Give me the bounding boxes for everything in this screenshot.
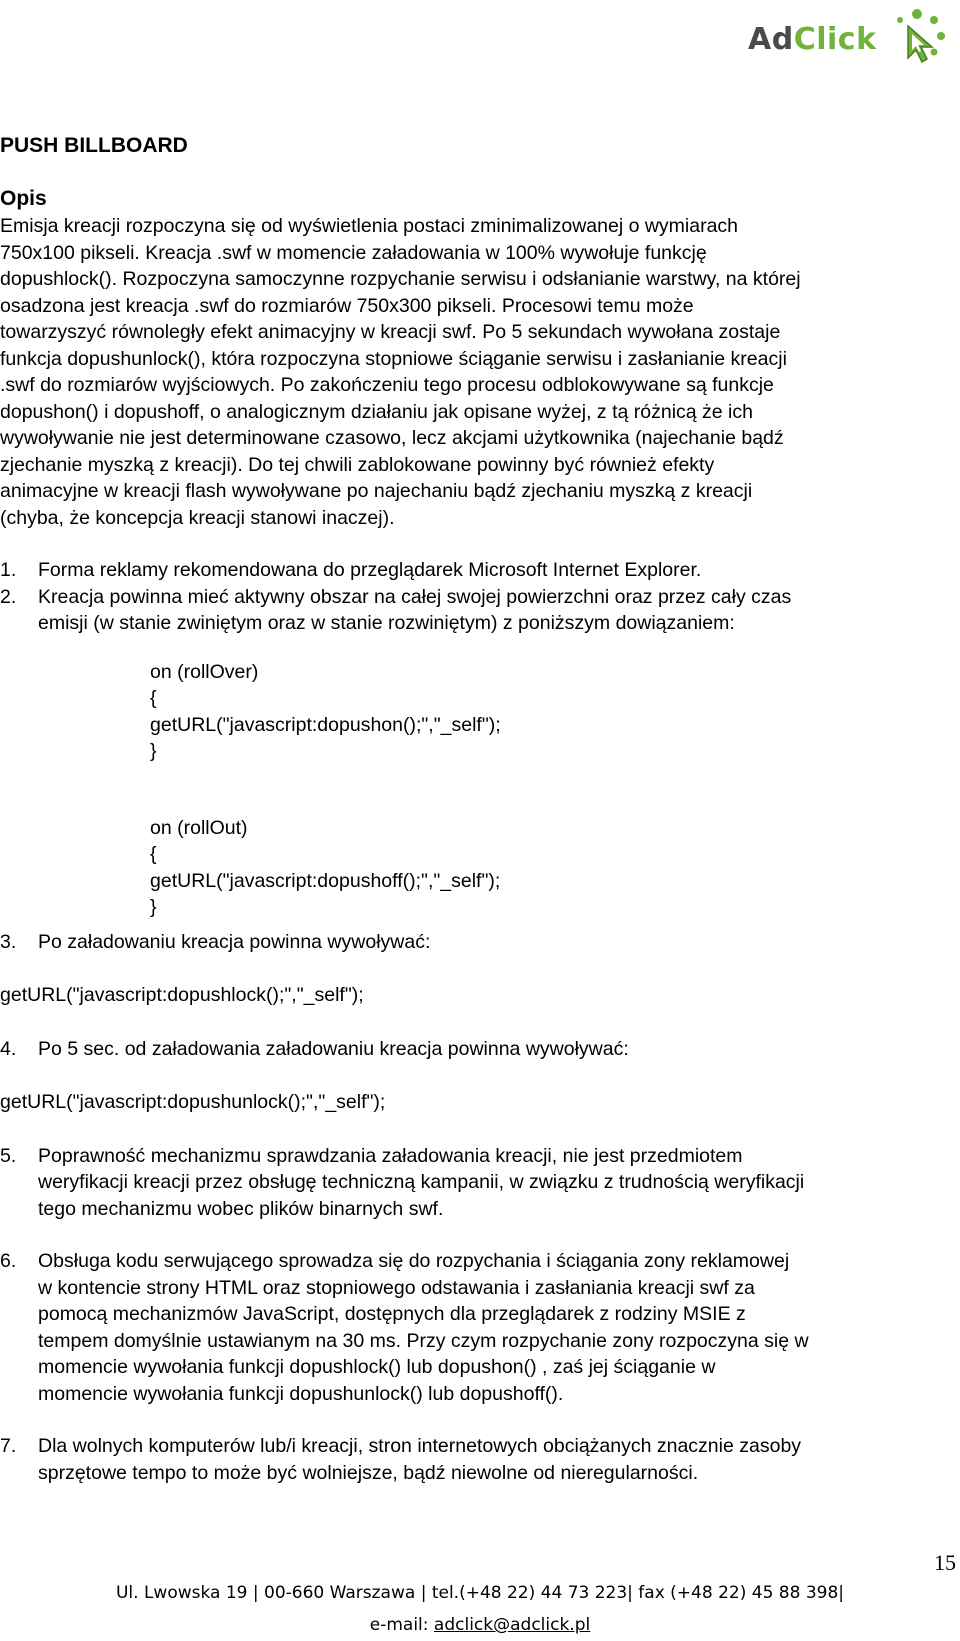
list-text-line: tego mechanizmu wobec plików binarnych swf. bbox=[38, 1197, 444, 1220]
code-line: { bbox=[150, 843, 157, 865]
list-text: Po załadowaniu kreacja powinna wywoływać: bbox=[38, 930, 431, 953]
list-text bbox=[38, 584, 960, 637]
description-line: 750x100 pikseli. Kreacja .swf w momencie załadowania w 100% wywołuje funkcję bbox=[0, 241, 707, 264]
list-number: 6. bbox=[0, 1250, 17, 1272]
list-text-line: tempem domyślnie ustawianym na 30 ms. Przy czym rozpychanie zony rozpoczyna się w bbox=[38, 1329, 809, 1352]
list-item-6 bbox=[0, 1248, 960, 1407]
code-line: on (rollOut) bbox=[150, 816, 248, 839]
list-text-line: momencie wywołania funkcji dopushunlock() lub dopushoff(). bbox=[38, 1382, 564, 1405]
description-line: zjechanie myszką z kreacji). Do tej chwili zablokowane powinny być również efekty bbox=[0, 453, 715, 476]
list-number: 3. bbox=[0, 930, 17, 953]
description-line: dopushon() i dopushoff, o analogicznym działaniu jak opisane wyżej, z tą różnicą że ich bbox=[0, 400, 753, 423]
description-line: animacyjne w kreacji flash wywoływane po najechaniu bądź zjechaniu myszką z kreacji bbox=[0, 480, 753, 502]
code-line: on (rollOver) bbox=[150, 660, 259, 683]
list-number: 4. bbox=[0, 1037, 17, 1060]
list-text-line: Obsługa kodu serwującego sprowadza się do rozpychania i ściągania zony reklamowej bbox=[38, 1250, 790, 1272]
list-text-line: Poprawność mechanizmu sprawdzania załadowania kreacji, nie jest przedmiotem bbox=[38, 1144, 743, 1167]
description-line: funkcja dopushunlock(), która rozpoczyna stopniowe ściąganie serwisu i zasłanianie kreacji bbox=[0, 347, 787, 370]
logo-text-ad: Ad bbox=[748, 22, 794, 57]
list-item-5 bbox=[0, 1143, 960, 1223]
list-number: 5. bbox=[0, 1144, 17, 1167]
list-text bbox=[38, 1433, 960, 1486]
list-text bbox=[38, 1248, 960, 1407]
footer-email-label: e-mail: bbox=[369, 1615, 434, 1635]
code-line: } bbox=[150, 740, 157, 762]
logo-text-click: Click bbox=[793, 22, 877, 57]
list-text-line: Kreacja powinna mieć aktywny obszar na całej swojej powierzchni oraz przez cały czas bbox=[38, 585, 792, 608]
code-block-rollout bbox=[0, 815, 960, 921]
adclick-logo bbox=[748, 6, 948, 66]
code-line-dopushlock: getURL("javascript:dopushlock();","_self"); bbox=[0, 984, 364, 1006]
list-text-line: emisji (w stanie zwiniętym oraz w stanie rozwiniętym) z poniższym dowiązaniem: bbox=[38, 612, 735, 634]
list-item-1 bbox=[0, 557, 960, 584]
code-line-dopushunlock: getURL("javascript:dopushunlock();","_self"); bbox=[0, 1091, 386, 1113]
list-text-line: w kontencie strony HTML oraz stopniowego odstawania i zasłaniania kreacji swf za bbox=[38, 1276, 755, 1299]
code-line: getURL("javascript:dopushoff();","_self"); bbox=[150, 869, 501, 892]
list-text: Po 5 sec. od załadowania załadowaniu kreacja powinna wywoływać: bbox=[38, 1037, 629, 1060]
section-heading-opis: Opis bbox=[0, 187, 47, 210]
list-item-4 bbox=[0, 1036, 960, 1063]
list-item-7 bbox=[0, 1433, 960, 1486]
list-number: 7. bbox=[0, 1435, 17, 1457]
description-line: osadzona jest kreacja .swf do rozmiarów 750x300 pikseli. Procesowi temu może bbox=[0, 294, 694, 317]
code-line: { bbox=[150, 687, 157, 709]
logo-cursor-icon bbox=[886, 6, 948, 66]
code-line: } bbox=[150, 896, 157, 918]
list-text-line: momencie wywołania funkcji dopushlock() lub dopushon() , zaś jej ściąganie w bbox=[38, 1356, 716, 1378]
description-line: .swf do rozmiarów wyjściowych. Po zakończeniu tego procesu odblokowywane są funkcje bbox=[0, 374, 774, 396]
footer-email-line bbox=[0, 1614, 960, 1636]
description-line: (chyba, że koncepcja kreacji stanowi inaczej). bbox=[0, 506, 395, 529]
list-text-line: pomocą mechanizmów JavaScript, dostępnych dla przeglądarek z rodziny MSIE z bbox=[38, 1303, 746, 1325]
logo-wordmark bbox=[748, 22, 877, 58]
code-block-rollover bbox=[0, 659, 960, 765]
footer-email-link[interactable]: adclick@adclick.pl bbox=[433, 1615, 591, 1635]
list-text: Forma reklamy rekomendowana do przeglądarek Microsoft Internet Explorer. bbox=[38, 559, 702, 581]
list-text-line: sprzętowe tempo to może być wolniejsze, bądź niewolne od nieregularności. bbox=[38, 1461, 699, 1484]
list-number: 2. bbox=[0, 585, 17, 608]
list-item-3 bbox=[0, 929, 960, 956]
description-paragraph bbox=[0, 213, 960, 531]
list-text bbox=[38, 1143, 960, 1223]
description-line: wywoływanie nie jest determinowane czasowo, lecz akcjami użytkownika (najechanie bądź bbox=[0, 427, 784, 449]
page-number: 15 bbox=[934, 1550, 956, 1575]
list-text-line: weryfikacji kreacji przez obsługę techniczną kampanii, w związku z trudnością weryfikacji bbox=[38, 1171, 805, 1193]
list-number: 1. bbox=[0, 559, 17, 581]
list-item-2 bbox=[0, 584, 960, 637]
description-line: towarzyszyć równoległy efekt animacyjny w kreacji swf. Po 5 sekundach wywołana zostaje bbox=[0, 321, 781, 343]
document-body bbox=[0, 132, 960, 1486]
list-text-line: Dla wolnych komputerów lub/i kreacji, stron internetowych obciążanych znacznie zasoby bbox=[38, 1435, 802, 1457]
document-title: PUSH BILLBOARD bbox=[0, 134, 188, 157]
footer-address: Ul. Lwowska 19 | 00-660 Warszawa | tel.(+48 22) 44 73 223| fax (+48 22) 45 88 398| bbox=[115, 1583, 845, 1603]
description-line: dopushlock(). Rozpoczyna samoczynne rozpychanie serwisu i odsłanianie warstwy, na której bbox=[0, 268, 801, 290]
description-line: Emisja kreacji rozpoczyna się od wyświetlenia postaci zminimalizowanej o wymiarach bbox=[0, 215, 739, 237]
code-line: getURL("javascript:dopushon();","_self"); bbox=[150, 713, 501, 736]
